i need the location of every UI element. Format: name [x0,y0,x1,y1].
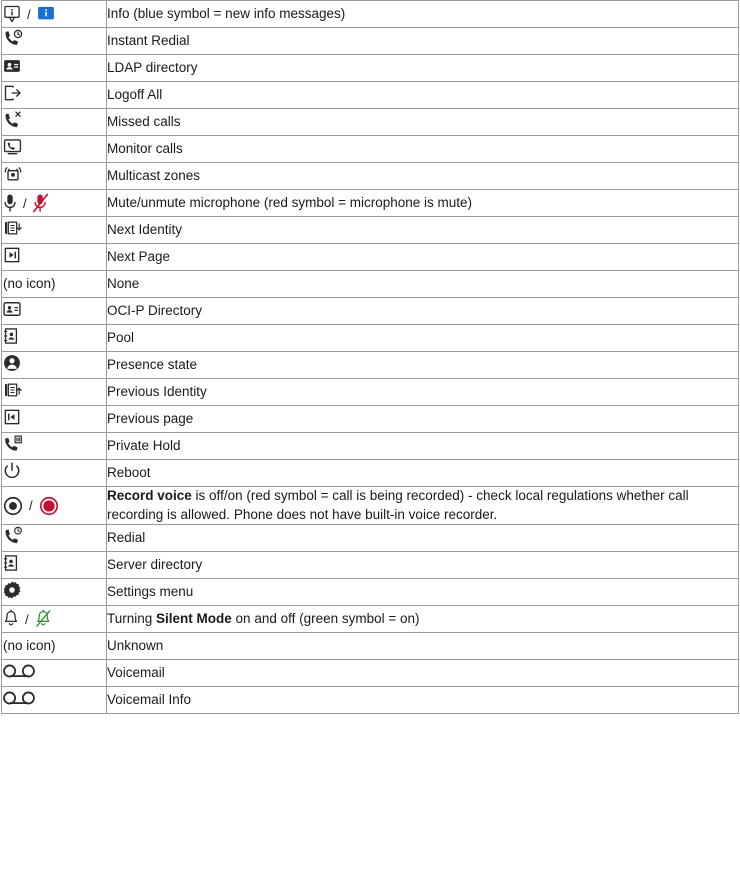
record-voice-label: Record voice [107,488,192,503]
icon-cell [2,136,107,163]
server-directory-icon [2,553,20,573]
description-cell [107,606,739,633]
description-cell: Previous page [107,406,739,433]
description-cell: Voicemail [107,660,739,687]
settings-menu-icon [2,580,22,600]
icon-cell [2,217,107,244]
table-row [2,460,739,487]
description-cell: Voicemail Info [107,687,739,714]
description-cell: Pool [107,325,739,352]
icon-cell [2,325,107,352]
table-row [2,298,739,325]
description-cell: Private Hold [107,433,739,460]
silent-mode-text: on and off (green symbol = on) [231,610,420,626]
info-icon [2,4,22,24]
separator: / [23,195,27,211]
table-row [2,55,739,82]
description-cell: Next Identity [107,217,739,244]
icon-cell [2,687,107,714]
icon-cell [2,660,107,687]
icon-cell [2,525,107,552]
description-cell: Server directory [107,552,739,579]
table-row [2,271,739,298]
silent-mode-label: Silent Mode [156,610,232,626]
previous-page-icon [2,407,22,427]
separator: / [25,611,29,627]
description-cell: Missed calls [107,109,739,136]
table-row [2,552,739,579]
description-cell: None [107,271,739,298]
table-row [2,28,739,55]
table-row [2,579,739,606]
instant-redial-icon [2,29,24,49]
icon-legend-table [1,0,739,714]
icon-cell [2,190,107,217]
icon-cell [2,82,107,109]
table-row [2,82,739,109]
description-cell: Redial [107,525,739,552]
table-row [2,633,739,660]
icon-cell [2,633,107,660]
info-badge-blue-icon [36,4,56,24]
icon-cell [2,487,107,525]
reboot-icon [2,461,22,481]
icon-cell [2,55,107,82]
icon-cell [2,352,107,379]
description-cell: Info (blue symbol = new info messages) [107,1,739,28]
icon-cell [2,579,107,606]
icon-cell [2,244,107,271]
description-cell: Mute/unmute microphone (red symbol = microphone is mute) [107,190,739,217]
table-row [2,136,739,163]
missed-calls-icon [2,110,24,130]
oci-p-directory-icon [2,299,22,319]
monitor-calls-icon [2,137,23,157]
description-cell: Settings menu [107,579,739,606]
redial-icon [2,526,24,546]
table-row [2,244,739,271]
icon-cell [2,406,107,433]
next-page-icon [2,245,22,265]
record-voice-text: is off/on (red symbol = call is being recorded) - check local regulations whether call recording is allowed. Phone does not have built-in voice recorder. [107,488,689,522]
silent-mode-lead: Turning [107,610,157,626]
description-cell: Previous Identity [107,379,739,406]
description-cell: Multicast zones [107,163,739,190]
table-row [2,217,739,244]
icon-cell [2,433,107,460]
icon-cell [2,28,107,55]
bell-icon [2,609,20,629]
table-row [2,525,739,552]
table-row [2,660,739,687]
record-voice-icon [2,495,24,517]
no-icon-label: (no icon) [3,638,56,654]
separator: / [29,498,33,514]
ldap-directory-icon [2,56,22,76]
description-cell [107,487,739,525]
next-identity-icon [2,218,23,238]
table-row [2,1,739,28]
presence-state-icon [2,353,22,373]
description-cell: Unknown [107,633,739,660]
table-row [2,325,739,352]
previous-identity-icon [2,380,23,400]
description-cell: OCI-P Directory [107,298,739,325]
table-row [2,433,739,460]
table-row [2,379,739,406]
private-hold-icon [2,434,24,454]
description-cell: Monitor calls [107,136,739,163]
description-cell: Presence state [107,352,739,379]
bell-silent-green-icon [34,609,53,629]
description-cell: LDAP directory [107,55,739,82]
table-row [2,352,739,379]
table-row [2,109,739,136]
description-cell: Reboot [107,460,739,487]
icon-cell [2,163,107,190]
table-row [2,487,739,525]
icon-cell [2,298,107,325]
icon-cell [2,552,107,579]
microphone-mute-red-icon [32,192,50,214]
table-row [2,163,739,190]
pool-icon [2,326,20,346]
record-voice-active-red-icon [38,495,60,517]
icon-cell [2,271,107,298]
icon-cell [2,109,107,136]
voicemail-icon [2,662,36,680]
icon-cell [2,460,107,487]
table-body [2,1,739,714]
description-cell: Next Page [107,244,739,271]
no-icon-label: (no icon) [3,276,56,291]
icon-cell [2,1,107,28]
logoff-all-icon [2,83,24,103]
multicast-zones-icon [2,164,24,184]
icon-cell [2,379,107,406]
table-row [2,687,739,714]
description-cell: Logoff All [107,82,739,109]
table-row [2,190,739,217]
icon-cell [2,606,107,633]
description-cell: Instant Redial [107,28,739,55]
table-row [2,606,739,633]
separator: / [27,6,31,22]
voicemail-info-icon [2,689,36,707]
microphone-icon [2,192,18,214]
table-row [2,406,739,433]
